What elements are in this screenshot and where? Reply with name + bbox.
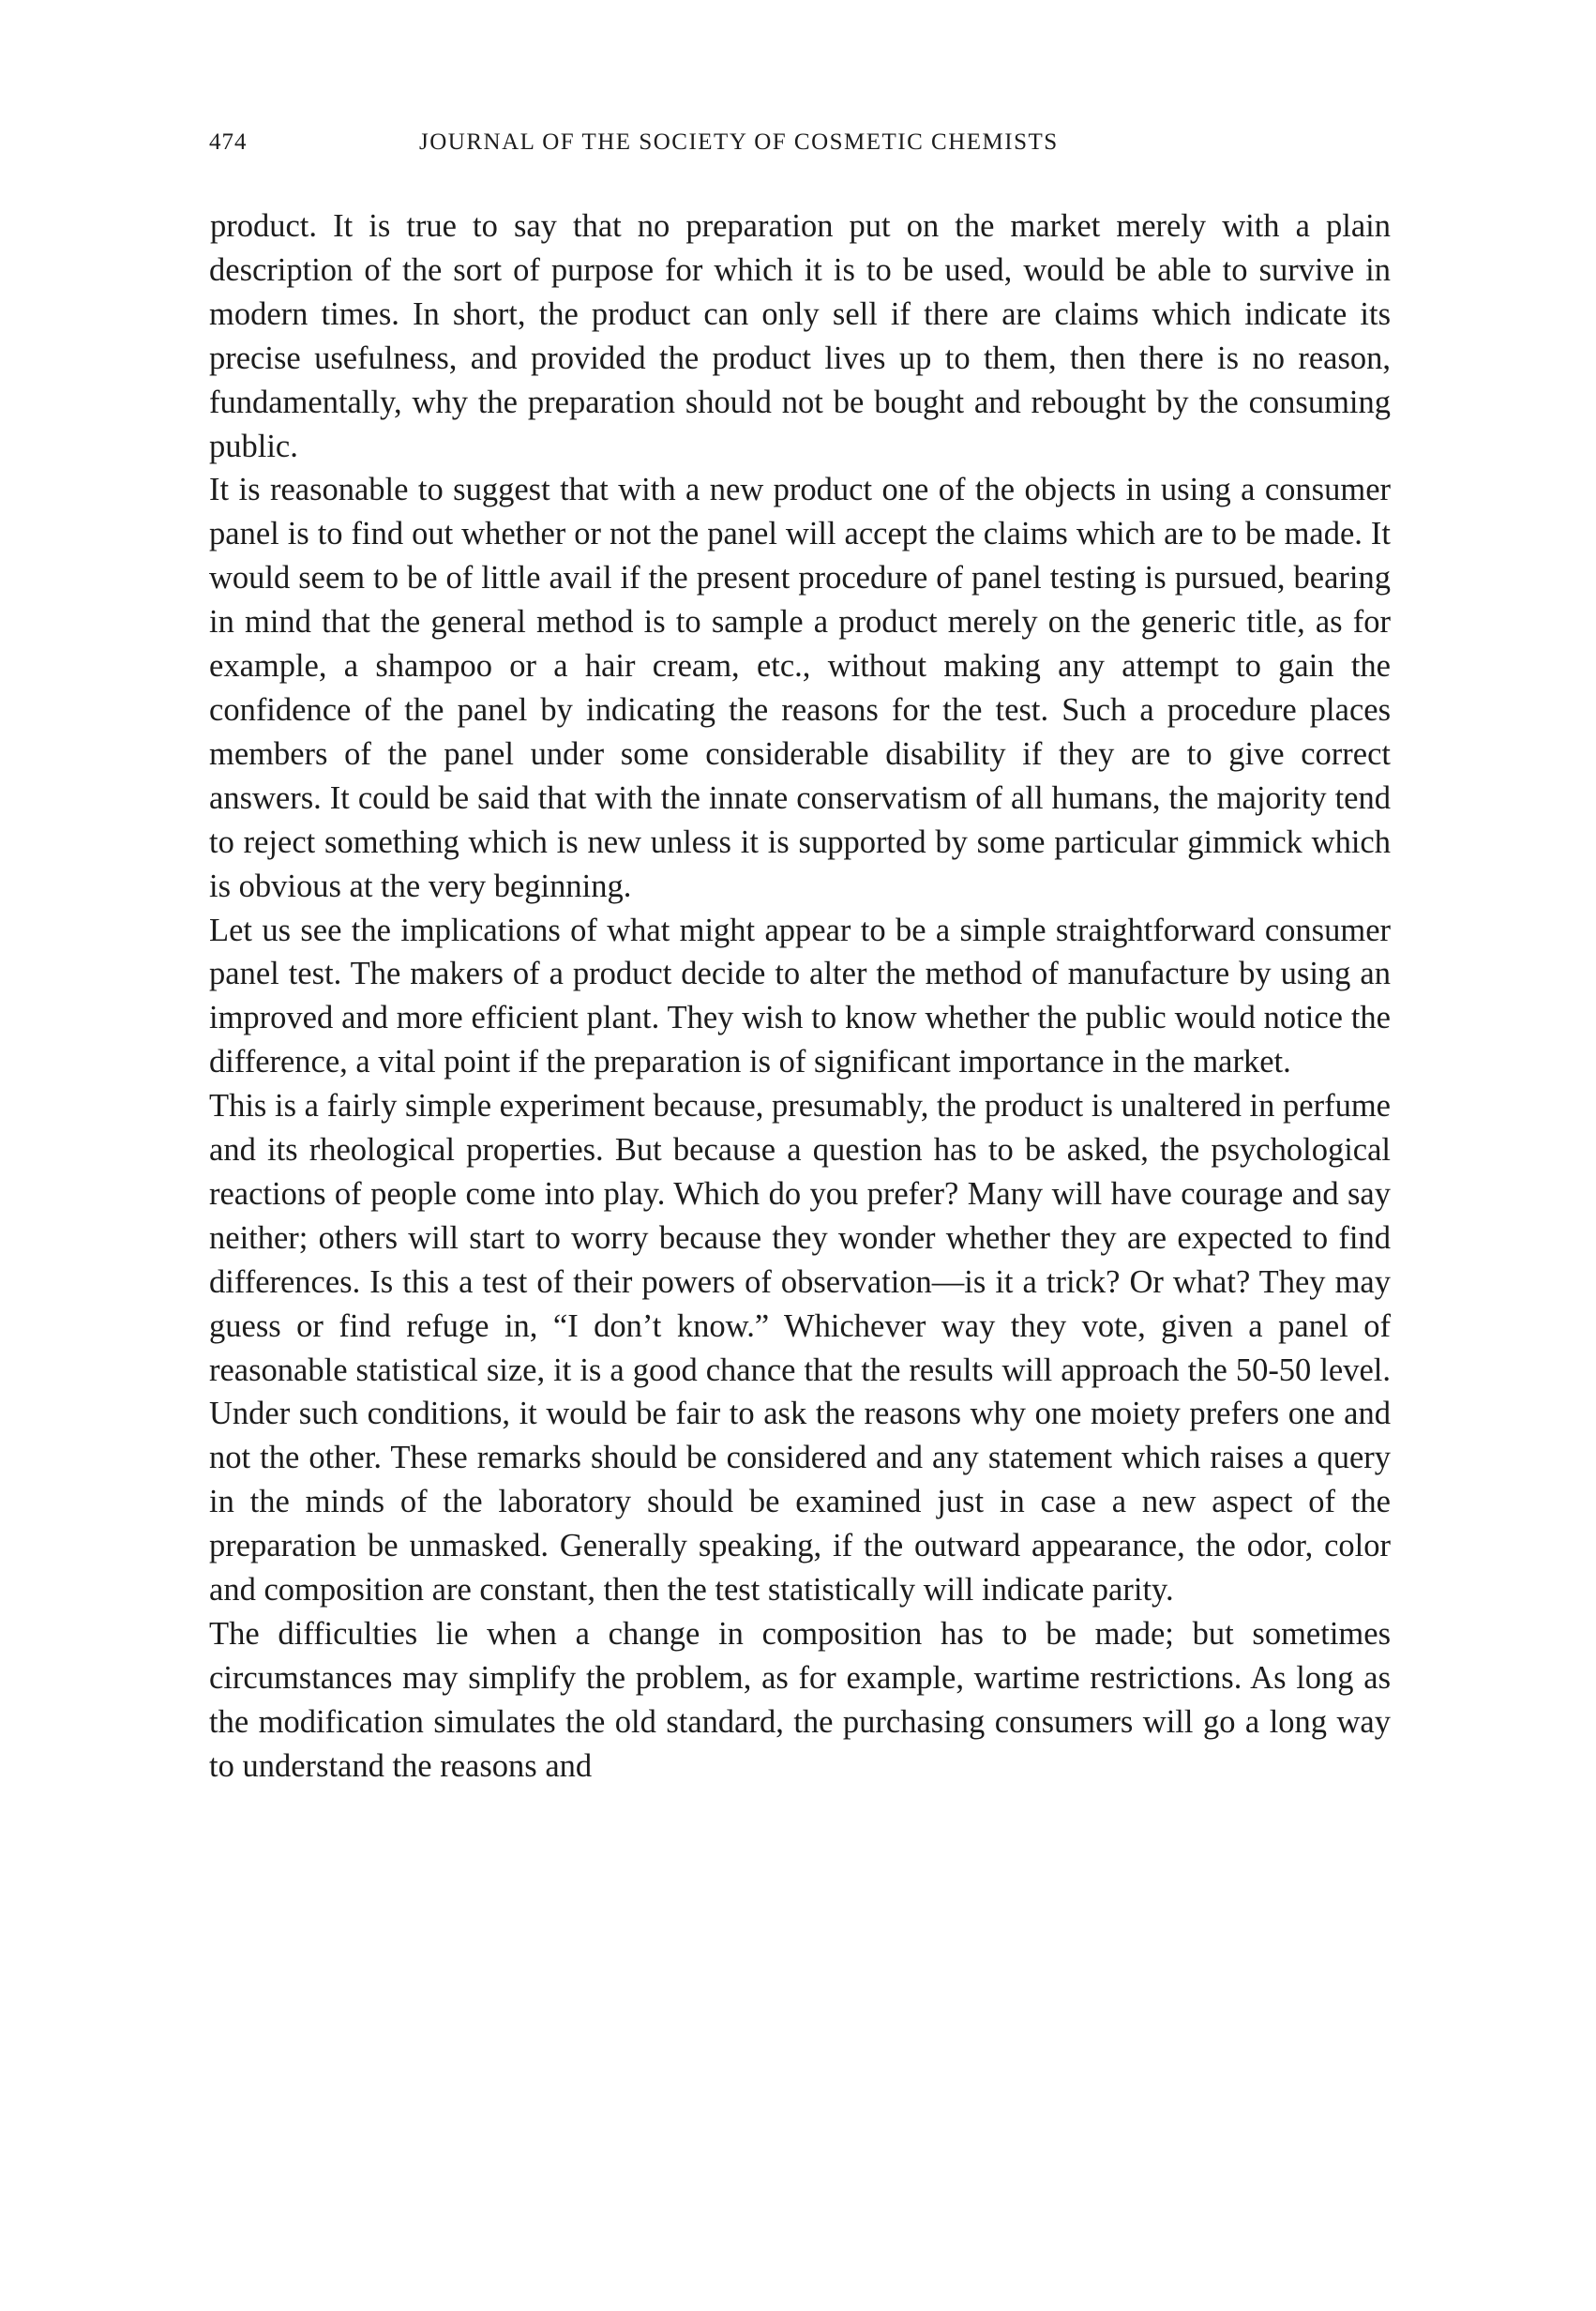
- paragraph: Let us see the implications of what might appear to be a simple straightforward consumer panel test. The makers of a product decide to alter the method of manufacture by using an improved and more efficient plant. They wish to know whether the public would notice the difference, a vital point if the preparation is of significant importance in the market.: [209, 912, 1391, 1080]
- paragraph: The difficulties lie when a change in composition has to be made; but sometimes circumstances may simplify the problem, as for example, wartime restrictions. As long as the modification simulates the old standard, the purchasing consumers will go a long way to understand the reasons and: [209, 1616, 1391, 1784]
- journal-title: JOURNAL OF THE SOCIETY OF COSMETIC CHEMISTS: [419, 129, 1059, 155]
- article-body: [209, 204, 1391, 1789]
- paragraph: product. It is true to say that no preparation put on the market merely with a plain description of the sort of purpose for which it is to be used, would be able to survive in modern times. In short, the product can only sell if there are claims which indicate its precise usefulness, and provided the product lives up to them, then there is no reason, fundamentally, why the preparation should not be bought and rebought by the consuming public.: [209, 208, 1391, 464]
- running-head: [209, 129, 1389, 167]
- page-number: 474: [209, 129, 248, 155]
- paragraph: This is a fairly simple experiment because, presumably, the product is unaltered in perfume and its rheological properties. But because a question has to be asked, the psychological reactions of people come into play. Which do you prefer? Many will have courage and say neither; others will start to worry because they wonder whether they are expected to find differences. Is this a test of their powers of observation—is it a trick? Or what? They may guess or find refuge in, “I don’t know.” Whichever way they vote, given a panel of reasonable statistical size, it is a good chance that the results will approach the 50-50 level. Under such conditions, it would be fair to ask the reasons why one moiety prefers one and not the other. These remarks should be considered and any statement which raises a query in the minds of the laboratory should be examined just in case a new aspect of the preparation be unmasked. Generally speaking, if the outward appearance, the odor, color and composition are constant, then the test statistically will indicate parity.: [209, 1088, 1391, 1609]
- paragraph: It is reasonable to suggest that with a new product one of the objects in using a consumer panel is to find out whether or not the panel will accept the claims which are to be made. It would seem to be of little avail if the present procedure of panel testing is pursued, bearing in mind that the general method is to sample a product merely on the generic title, as for example, a shampoo or a hair cream, etc., without making any attempt to gain the confidence of the panel by indicating the reasons for the test. Such a procedure places members of the panel under some considerable disability if they are to give correct answers. It could be said that with the innate conservatism of all humans, the majority tend to reject something which is new unless it is supported by some particular gimmick which is obvious at the very beginning.: [209, 472, 1391, 904]
